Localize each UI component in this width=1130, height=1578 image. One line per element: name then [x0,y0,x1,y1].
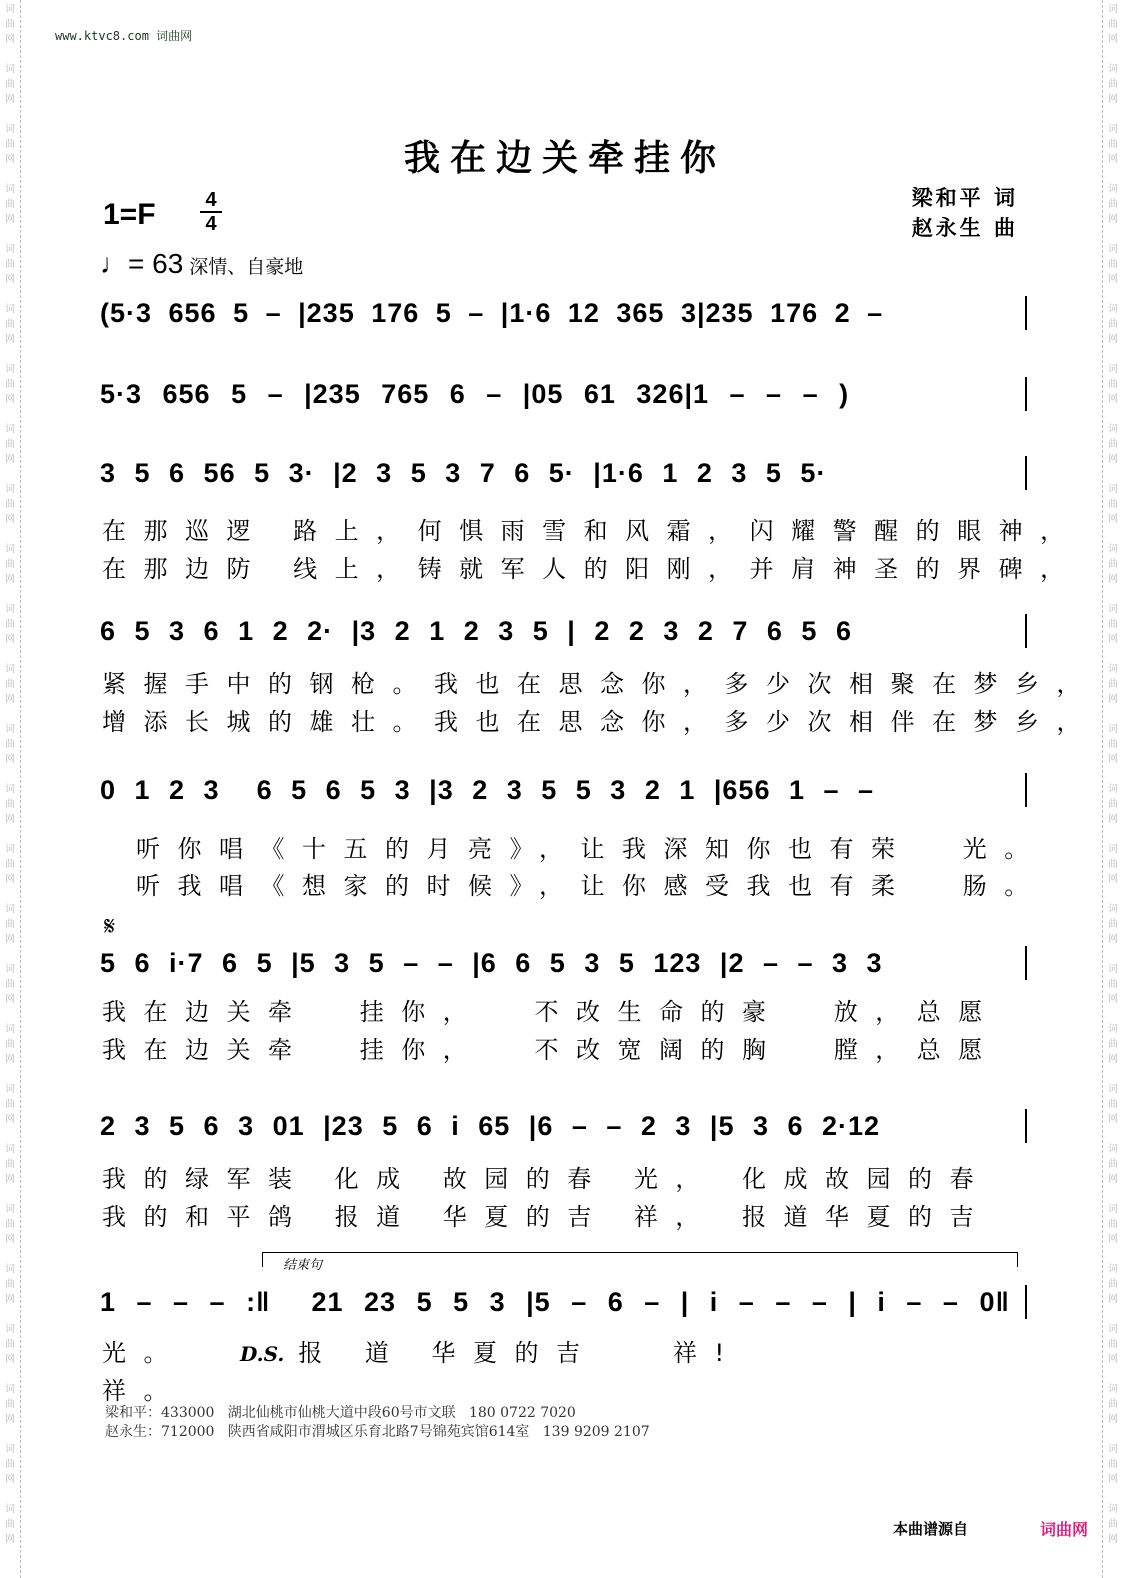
side-watermark: 词 曲 网 [1108,1504,1118,1545]
side-watermark: 词 曲 网 [5,1324,15,1365]
side-watermark: 词 曲 网 [1108,424,1118,465]
side-watermark: 词 曲 网 [1108,544,1118,585]
side-watermark: 词 曲 网 [5,1204,15,1245]
side-watermark: 词 曲 网 [1108,1204,1118,1245]
side-watermark: 词 曲 网 [5,424,15,465]
side-watermark: 词 曲 网 [1108,904,1118,945]
lyric-line: 光。 [102,1339,185,1367]
side-watermark: 词 曲 网 [5,604,15,645]
side-watermark: 词 曲 网 [1108,484,1118,525]
side-watermark: 词 曲 网 [1108,244,1118,285]
side-watermark: 词 曲 网 [5,1384,15,1425]
side-watermark: 词 曲 网 [1108,964,1118,1005]
side-watermark: 词 曲 网 [5,4,15,45]
side-watermark: 词 曲 网 [5,964,15,1005]
lyric-line: 听你唱《十五的月亮》，让我深知你也有荣 光。 [136,835,1046,863]
lyric-line: 我在边关牵 挂你， 不改宽阔的胸 膛，总愿 [102,1036,1000,1064]
side-watermark: 词 曲 网 [1108,64,1118,105]
notation-line: 0 1 2 3 6 5 6 5 3 |3 2 3 5 5 3 2 1 |656 1 – – [100,773,1027,807]
quarter-note-icon: ♩ [100,248,128,279]
side-watermark: 词 曲 网 [1108,1264,1118,1305]
lyric-line: 我的绿军装 化成 故园的春 光， 化成故园的春 [102,1165,992,1193]
lyricist-address: 梁和平：433000 湖北仙桃市仙桃大道中段60号市文联 180 0722 7020 [105,1405,576,1421]
tempo-marking: ♩= 63 深情、自豪地 [100,248,304,279]
side-watermark: 词 曲 网 [5,244,15,285]
notation-line: (5·3 656 5 – |235 176 5 – |1·6 12 365 3|235 176 2 – [100,296,1027,330]
source-label: 本曲谱源自 [893,1520,969,1538]
lyric-line: 在那巡逻 路上，何惧雨雪和风霜，闪耀警醒的眼神， [102,517,1082,545]
side-watermark: 词 曲 网 [5,1024,15,1065]
side-watermark: 词 曲 网 [1108,1384,1118,1425]
side-watermark: 词 曲 网 [5,664,15,705]
side-watermark: 词 曲 网 [1108,1024,1118,1065]
notation-line: 6 5 3 6 1 2 2· |3 2 1 2 3 5 | 2 2 3 2 7 6 5 6 [100,614,1027,648]
side-watermark: 词 曲 网 [5,1444,15,1485]
site-watermark[interactable]: www.ktvc8.com 词曲网 [55,29,193,43]
side-watermark: 词 曲 网 [1108,1324,1118,1365]
lyricist-credit: 梁和平 词 [911,186,1018,210]
time-signature: 4 4 [200,190,222,234]
side-watermark: 词 曲 网 [5,184,15,225]
brand-logo[interactable]: 词曲网 [1040,1520,1089,1539]
side-watermark: 词 曲 网 [5,904,15,945]
side-watermark: 词 曲 网 [1108,184,1118,225]
notation-line: 5 6 i·7 6 5 |5 3 5 – – |6 6 5 3 5 123 |2 – – 3 3 [100,946,1027,980]
lyric-line: 我在边关牵 挂你， 不改生命的豪 放，总愿 [102,998,1000,1026]
side-watermark: 词 曲 网 [5,484,15,525]
lyric-line: 在那边防 线上，铸就军人的阳刚，并肩神圣的界碑， [102,555,1082,583]
side-watermark: 词 曲 网 [1108,364,1118,405]
side-watermark: 词 曲 网 [1108,844,1118,885]
composer-address: 赵永生：712000 陕西省咸阳市渭城区乐育北路7号锦苑宾馆614室 139 9209 2107 [105,1424,650,1440]
notation-line: 5·3 656 5 – |235 765 6 – |05 61 326|1 – – – ) [100,377,1027,411]
side-watermark: 词 曲 网 [1108,604,1118,645]
composer-credit: 赵永生 曲 [911,216,1018,240]
dal-segno: D.S. [240,1342,285,1366]
side-watermark: 词 曲 网 [5,844,15,885]
side-watermark: 词 曲 网 [1108,1444,1118,1485]
side-watermark: 词 曲 网 [1108,124,1118,165]
lyric-line: 祥。 [102,1377,185,1405]
side-watermark: 词 曲 网 [1108,1084,1118,1125]
lyric-line: 增添长城的雄壮。我也在思念你，多少次相伴在梦乡， [102,708,1098,736]
side-watermark: 词 曲 网 [1108,1144,1118,1185]
side-watermark: 词 曲 网 [5,1084,15,1125]
side-watermark: 词 曲 网 [5,724,15,765]
lyric-line: 听我唱《想家的时候》，让你感受我也有柔 肠。 [136,872,1046,900]
song-title: 我在边关牵挂你 [403,137,726,179]
notation-line: 1 – – – :‖ 21 23 5 5 3 |5 – 6 – | i – – – | i – – 0‖ [100,1285,1027,1319]
key-signature: 1=F [103,198,156,231]
notation-line: 2 3 5 6 3 01 |23 5 6 i 65 |6 – – 2 3 |5 3 6 2·12 [100,1109,1027,1143]
lyric-line: 紧握手中的钢枪。我也在思念你，多少次相聚在梦乡， [102,670,1098,698]
lyric-line: 我的和平鸽 报道 华夏的吉 祥， 报道华夏的吉 [102,1203,992,1231]
ending-bracket: 结束句 [262,1252,1018,1267]
side-watermark: 词 曲 网 [1108,784,1118,825]
side-watermark: 词 曲 网 [5,1504,15,1545]
side-watermark: 词 曲 网 [5,1264,15,1305]
side-watermark: 词 曲 网 [5,544,15,585]
side-watermark: 词 曲 网 [5,1144,15,1185]
notation-line: 3 5 6 56 5 3· |2 3 5 3 7 6 5· |1·6 1 2 3 5 5· [100,456,1027,490]
left-border [20,0,21,1578]
right-border [1102,0,1103,1578]
segno-sign: 𝄋 [104,912,116,942]
side-watermark: 词 曲 网 [1108,724,1118,765]
side-watermark: 词 曲 网 [1108,664,1118,705]
side-watermark: 词 曲 网 [5,784,15,825]
side-watermark: 词 曲 网 [5,364,15,405]
side-watermark: 词 曲 网 [5,304,15,345]
ending-lyrics: D.S. 报 道 华夏的吉 祥! [240,1339,742,1367]
side-watermark: 词 曲 网 [5,124,15,165]
side-watermark: 词 曲 网 [1108,4,1118,45]
side-watermark: 词 曲 网 [1108,304,1118,345]
side-watermark: 词 曲 网 [5,64,15,105]
